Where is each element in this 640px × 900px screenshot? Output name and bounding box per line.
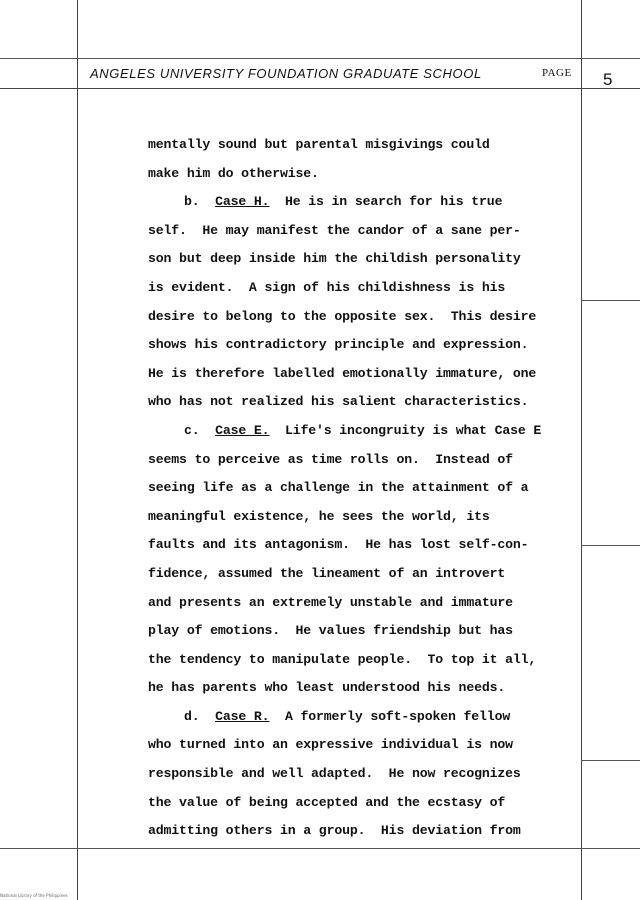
text-line: son but deep inside him the childish personality — [148, 251, 521, 267]
text-line: shows his contradictory principle and expression. — [148, 337, 529, 353]
text-line: faults and its antagonism. He has lost self-con- — [148, 537, 529, 553]
text-line: who has not realized his salient characteristics. — [148, 394, 529, 410]
case-name: Case H. — [215, 194, 270, 210]
case-name: Case R. — [215, 708, 270, 724]
text-line: He is therefore labelled emotionally immature, one — [148, 365, 537, 381]
header-bottom-rule — [0, 88, 640, 89]
text-line: admitting others in a group. His deviation from — [148, 823, 521, 839]
page-header — [90, 66, 580, 84]
margin-tick — [581, 760, 640, 761]
text-line — [148, 421, 576, 450]
text-line: seems to perceive as time rolls on. Instead of — [148, 451, 513, 467]
text-line: make him do otherwise. — [148, 165, 319, 181]
school-title: ANGELES UNIVERSITY FOUNDATION GRADUATE SCHOOL — [90, 66, 482, 81]
text-line: is evident. A sign of his childishness is his — [148, 279, 506, 295]
left-margin-rule — [77, 0, 78, 900]
page-number: 5 — [603, 70, 613, 89]
text-line: play of emotions. He values friendship but has — [148, 623, 513, 639]
line-text: He is in search for his true — [269, 194, 503, 210]
text-line: the tendency to manipulate people. To top it all, — [148, 651, 537, 667]
text-line — [148, 192, 576, 221]
line-text: A formerly soft-spoken fellow — [269, 708, 511, 724]
text-line: and presents an extremely unstable and immature — [148, 594, 513, 610]
text-line: who turned into an expressive individual is now — [148, 737, 513, 753]
case-name: Case E. — [215, 422, 270, 438]
list-marker: b. — [184, 194, 216, 210]
text-line: self. He may manifest the candor of a sane per- — [148, 222, 521, 238]
page-label: PAGE — [542, 67, 572, 79]
text-line — [148, 707, 576, 736]
text-line: mentally sound but parental misgivings could — [148, 137, 490, 152]
header-top-rule — [0, 58, 640, 59]
body-text — [148, 135, 576, 850]
list-marker: d. — [184, 708, 216, 724]
text-line: fidence, assumed the lineament of an introvert — [148, 565, 506, 581]
text-line: he has parents who least understood his needs. — [148, 680, 506, 696]
text-line: desire to belong to the opposite sex. This desire — [148, 308, 537, 324]
right-margin-rule — [581, 0, 582, 900]
line-text: Life's incongruity is what Case E — [269, 422, 542, 438]
margin-tick — [581, 545, 640, 546]
text-line: meaningful existence, he sees the world, its — [148, 508, 490, 524]
margin-tick — [581, 300, 640, 301]
text-line: the value of being accepted and the ecstasy of — [148, 794, 506, 810]
list-marker: c. — [184, 422, 216, 438]
footer-credit: National Library of the Philippines — [0, 893, 68, 898]
text-line: responsible and well adapted. He now recognizes — [148, 766, 521, 782]
text-line: seeing life as a challenge in the attainment of a — [148, 480, 529, 496]
